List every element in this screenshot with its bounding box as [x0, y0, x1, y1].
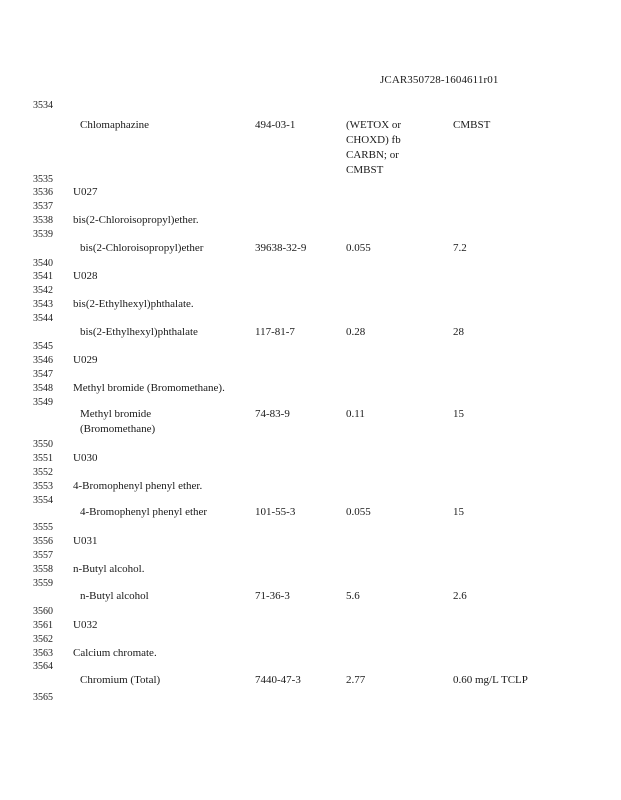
- wastewater-standard: 0.11: [346, 408, 365, 420]
- line-number: 3545: [33, 341, 53, 352]
- line-number: 3540: [33, 258, 53, 269]
- constituent-name: bis(2-Chloroisopropyl)ether: [80, 242, 204, 254]
- constituent-name: Chromium (Total): [80, 674, 161, 686]
- nonwastewater-standard: CMBST: [453, 119, 491, 131]
- waste-heading: 4-Bromophenyl phenyl ether.: [73, 480, 203, 492]
- line-number: 3534: [33, 100, 53, 111]
- cas-number: 39638-32-9: [255, 242, 307, 254]
- wastewater-standard: 5.6: [346, 590, 360, 602]
- line-number: 3558: [33, 564, 53, 575]
- waste-heading: Methyl bromide (Bromomethane).: [73, 382, 225, 394]
- line-number: 3560: [33, 606, 53, 617]
- line-number: 3565: [33, 692, 53, 703]
- waste-heading: U027: [73, 186, 98, 198]
- line-number: 3537: [33, 201, 53, 212]
- constituent-name: Chlomaphazine: [80, 119, 150, 131]
- nonwastewater-standard: 15: [453, 408, 464, 420]
- line-number: 3551: [33, 453, 53, 464]
- waste-heading: U028: [73, 270, 98, 282]
- line-number: 3539: [33, 229, 53, 240]
- constituent-name: Methyl bromide (Bromomethane): [80, 408, 156, 435]
- line-number: 3557: [33, 550, 53, 561]
- cas-number: 7440-47-3: [255, 674, 301, 686]
- cas-number: 71-36-3: [255, 590, 290, 602]
- line-number: 3542: [33, 285, 53, 296]
- constituent-name: n-Butyl alcohol: [80, 590, 149, 602]
- line-number: 3553: [33, 481, 53, 492]
- wastewater-standard: 2.77: [346, 674, 366, 686]
- line-number: 3543: [33, 299, 53, 310]
- waste-heading: U032: [73, 619, 98, 631]
- waste-heading: U031: [73, 535, 98, 547]
- nonwastewater-standard: 2.6: [453, 590, 467, 602]
- line-number: 3559: [33, 578, 53, 589]
- nonwastewater-standard: 15: [453, 506, 464, 518]
- wastewater-standard: 0.28: [346, 326, 366, 338]
- line-number: 3556: [33, 536, 53, 547]
- line-number: 3546: [33, 355, 53, 366]
- line-number: 3564: [33, 661, 53, 672]
- line-number: 3544: [33, 313, 53, 324]
- cas-number: 74-83-9: [255, 408, 290, 420]
- wastewater-standard: (WETOX or CHOXD) fb CARBN; or CMBST: [346, 119, 402, 176]
- line-number: 3562: [33, 634, 53, 645]
- line-number: 3561: [33, 620, 53, 631]
- line-number: 3541: [33, 271, 53, 282]
- line-number: 3547: [33, 369, 53, 380]
- nonwastewater-standard: 28: [453, 326, 464, 338]
- line-number: 3554: [33, 495, 53, 506]
- waste-heading: n-Butyl alcohol.: [73, 563, 145, 575]
- line-number: 3552: [33, 467, 53, 478]
- waste-heading: U030: [73, 452, 98, 464]
- wastewater-standard: 0.055: [346, 242, 371, 254]
- line-number: 3555: [33, 522, 53, 533]
- waste-heading: bis(2-Chloroisopropyl)ether.: [73, 214, 199, 226]
- line-number: 3549: [33, 397, 53, 408]
- nonwastewater-standard: 7.2: [453, 242, 467, 254]
- nonwastewater-standard: 0.60 mg/L TCLP: [453, 674, 528, 686]
- document-header: JCAR350728-1604611r01: [380, 74, 499, 86]
- wastewater-standard: 0.055: [346, 506, 371, 518]
- constituent-name: 4-Bromophenyl phenyl ether: [80, 506, 208, 518]
- line-number: 3563: [33, 648, 53, 659]
- waste-heading: Calcium chromate.: [73, 647, 157, 659]
- cas-number: 117-81-7: [255, 326, 295, 338]
- line-number: 3538: [33, 215, 53, 226]
- line-number: 3535: [33, 174, 53, 185]
- line-number: 3536: [33, 187, 53, 198]
- line-number: 3550: [33, 439, 53, 450]
- cas-number: 101-55-3: [255, 506, 296, 518]
- line-number: 3548: [33, 383, 53, 394]
- cas-number: 494-03-1: [255, 119, 296, 131]
- waste-heading: bis(2-Ethylhexyl)phthalate.: [73, 298, 194, 310]
- waste-heading: U029: [73, 354, 98, 366]
- constituent-name: bis(2-Ethylhexyl)phthalate: [80, 326, 198, 338]
